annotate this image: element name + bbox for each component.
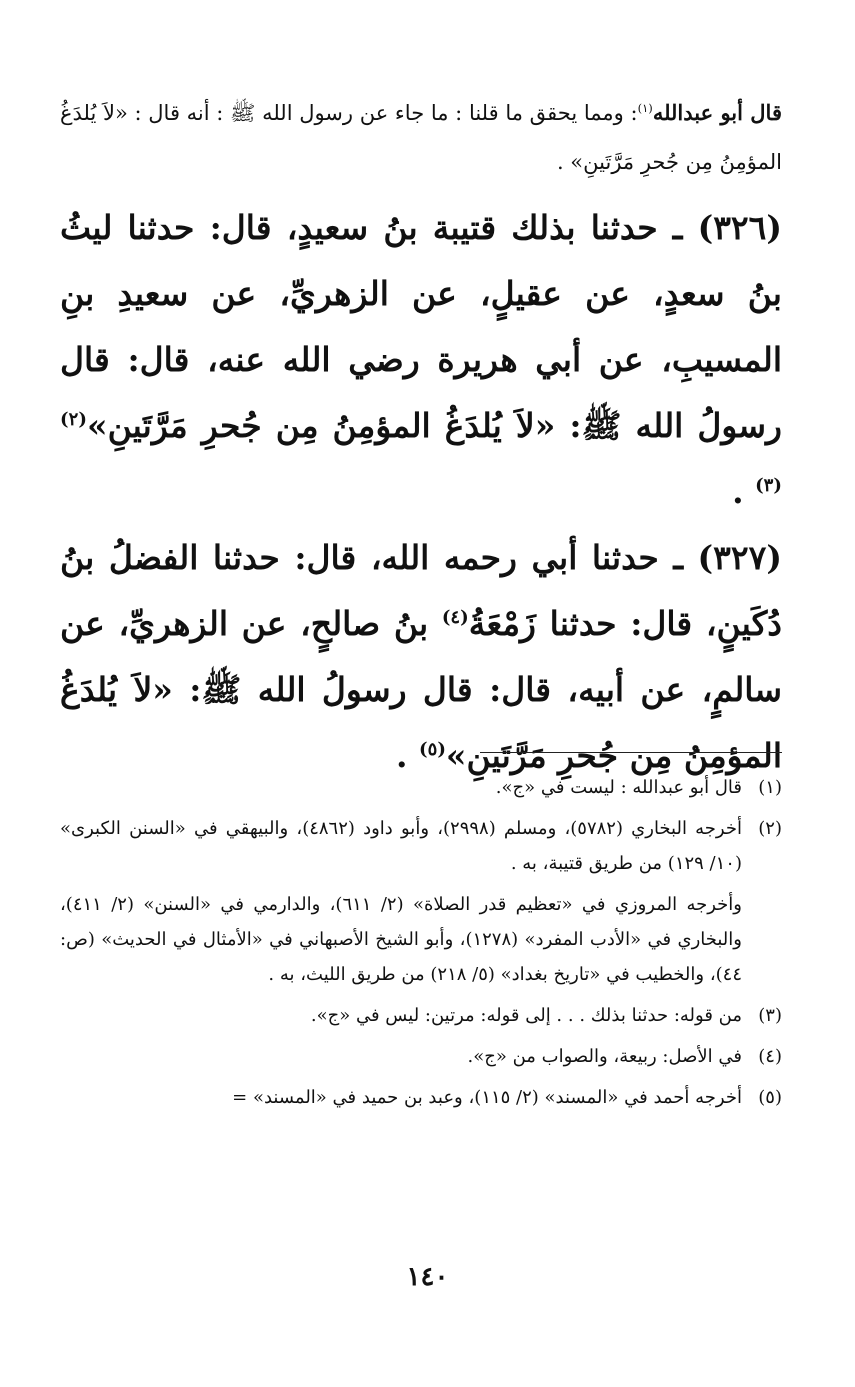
main-text xyxy=(60,88,782,789)
footnote-3 xyxy=(60,998,782,1033)
footnote-text: في الأصل: ربيعة، والصواب من «ج». xyxy=(467,1046,742,1067)
hadith-text: ـ حدثنا بذلك قتيبة بنُ سعيدٍ، قال: حدثنا ليثُ بنُ سعدٍ، عن عقيلٍ، عن الزهريِّ، عن سعيدِ بنِ المسيبِ، عن أبي هريرة رضي الله عنه، قال: قال رسولُ الله ﷺ: «لاَ يُلدَغُ المؤمِنُ مِن جُحرِ مَرَّتَينِ» xyxy=(60,208,782,445)
footnote-1 xyxy=(60,770,782,805)
page-number: ١٤٠ xyxy=(406,1262,449,1292)
footnote-ref: (٢) (٣) xyxy=(60,409,782,496)
footnote-ref: (٤) xyxy=(441,607,469,628)
footnote-number: (٤) xyxy=(758,1046,782,1067)
footnote-ref: (١) xyxy=(637,101,653,115)
hadith-text-cont: بنُ صالحٍ، عن الزهريِّ، عن سالمٍ، عن أبيه، قال: قال رسولُ الله ﷺ: «لاَ يُلدَغُ المؤمِنُ مِن جُحرِ مَرَّتَينِ» xyxy=(60,604,782,775)
hadith-326 xyxy=(60,195,782,525)
hadith-end: . xyxy=(732,472,756,511)
footnote-text: وأخرجه المروزي في «تعظيم قدر الصلاة» (٢/ ٦١١)، والدارمي في «السنن» (٢/ ٤١١)، والبخاري في «الأدب المفرد» (١٢٧٨)، وأبو الشيخ الأصبهاني في «الأمثال في الحديث» (ص: ٤٤)، والخطيب في «تاريخ بغداد» (٥/ ٢١٨) من طريق الليث، به . xyxy=(60,894,743,985)
footnote-text: أخرجه أحمد في «المسند» (٢/ ١١٥)، وعبد بن حميد في «المسند» = xyxy=(232,1087,742,1108)
footnote-number: (٣) xyxy=(758,1005,782,1026)
hadith-number: (٣٢٦) xyxy=(697,208,782,247)
footnote-text: قال أبو عبدالله : ليست في «ج». xyxy=(495,777,742,798)
intro-lead: قال أبو عبدالله xyxy=(652,100,782,125)
hadith-number: (٣٢٧) xyxy=(697,538,782,577)
footnote-text: من قوله: حدثنا بذلك . . . إلى قوله: مرتين: ليس في «ج». xyxy=(310,1005,742,1026)
footnote-text: أخرجه البخاري (٥٧٨٢)، ومسلم (٢٩٩٨)، وأبو داود (٤٨٦٢)، والبيهقي في «السنن الكبرى» (١٠/ ١٢٩) من طريق قتيبة، به . xyxy=(60,818,742,874)
footnote-5 xyxy=(60,1080,782,1115)
footnote-number: (١) xyxy=(758,777,782,798)
footnote-number: (٢) xyxy=(758,818,782,839)
footnote-ref: (٥) xyxy=(418,739,446,760)
hadith-end: . xyxy=(395,736,419,775)
footnotes xyxy=(60,770,782,1121)
hadith-text: ـ حدثنا أبي رحمه الله، قال: حدثنا الفضلُ بنُ دُكَينٍ، قال: حدثنا زَمْعَةُ xyxy=(60,538,783,643)
intro-text: : ومما يحقق ما قلنا : ما جاء عن رسول الله ﷺ : أنه قال : «لاَ يُلدَغُ المؤمِنُ مِن جُحرِ مَرَّتَينِ» . xyxy=(60,101,782,174)
footnote-number: (٥) xyxy=(758,1087,782,1108)
footnote-divider xyxy=(480,752,782,753)
footnote-4 xyxy=(60,1039,782,1074)
hadith-327 xyxy=(60,525,782,789)
footnote-2 xyxy=(60,811,782,992)
intro-paragraph xyxy=(60,88,782,187)
